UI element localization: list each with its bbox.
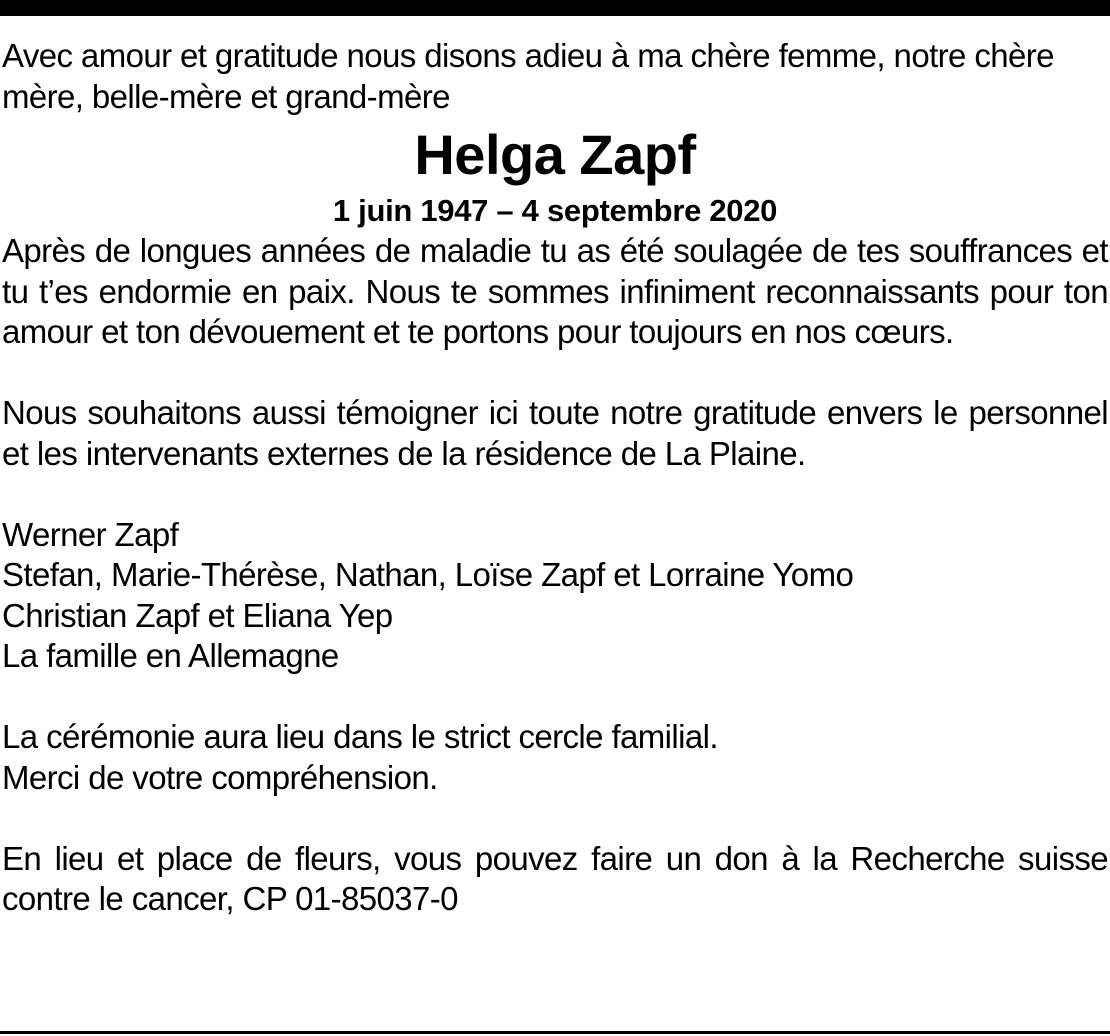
life-dates: 1 juin 1947 – 4 septembre 2020 [332, 193, 778, 228]
bottom-border-rule [0, 1031, 1110, 1034]
family-member-line: La famille en Allemagne [2, 637, 339, 674]
spacer [2, 798, 1108, 839]
spacer [2, 353, 1108, 394]
tribute-paragraph: Après de longues années de maladie tu as été soulagée de tes souffrances et tu t’es endormie en paix. Nous te sommes infiniment reconnaissants pour ton amour et ton dévouement et te portons pour toujours en nos cœurs. [2, 232, 1108, 350]
ceremony-line: Merci de votre compréhension. [2, 758, 438, 796]
ceremony-notice [2, 717, 1108, 798]
donation-notice: En lieu et place de fleurs, vous pouvez faire un don à la Recherche suisse contre le cancer, CP 01-85037-0 [2, 839, 1108, 917]
obituary-notice [2, 36, 1108, 920]
spacer [2, 677, 1108, 718]
family-list [2, 515, 1108, 677]
family-member-line: Werner Zapf [2, 515, 179, 553]
top-border-rule [0, 0, 1110, 16]
gratitude-paragraph: Nous souhaitons aussi témoigner ici toute notre gratitude envers le personnel et les intervenants externes de la résidence de La Plaine. [2, 394, 1108, 472]
spacer [2, 474, 1108, 515]
deceased-name: Helga Zapf [414, 123, 696, 186]
intro-text: Avec amour et gratitude nous disons adieu à ma chère femme, notre chère mère, belle-mère et grand-mère [2, 37, 1054, 115]
family-member-line: Stefan, Marie-Thérèse, Nathan, Loïse Zapf et Lorraine Yomo [2, 556, 854, 593]
family-member-line: Christian Zapf et Eliana Yep [2, 596, 393, 634]
ceremony-line: La cérémonie aura lieu dans le strict cercle familial. [2, 718, 718, 755]
